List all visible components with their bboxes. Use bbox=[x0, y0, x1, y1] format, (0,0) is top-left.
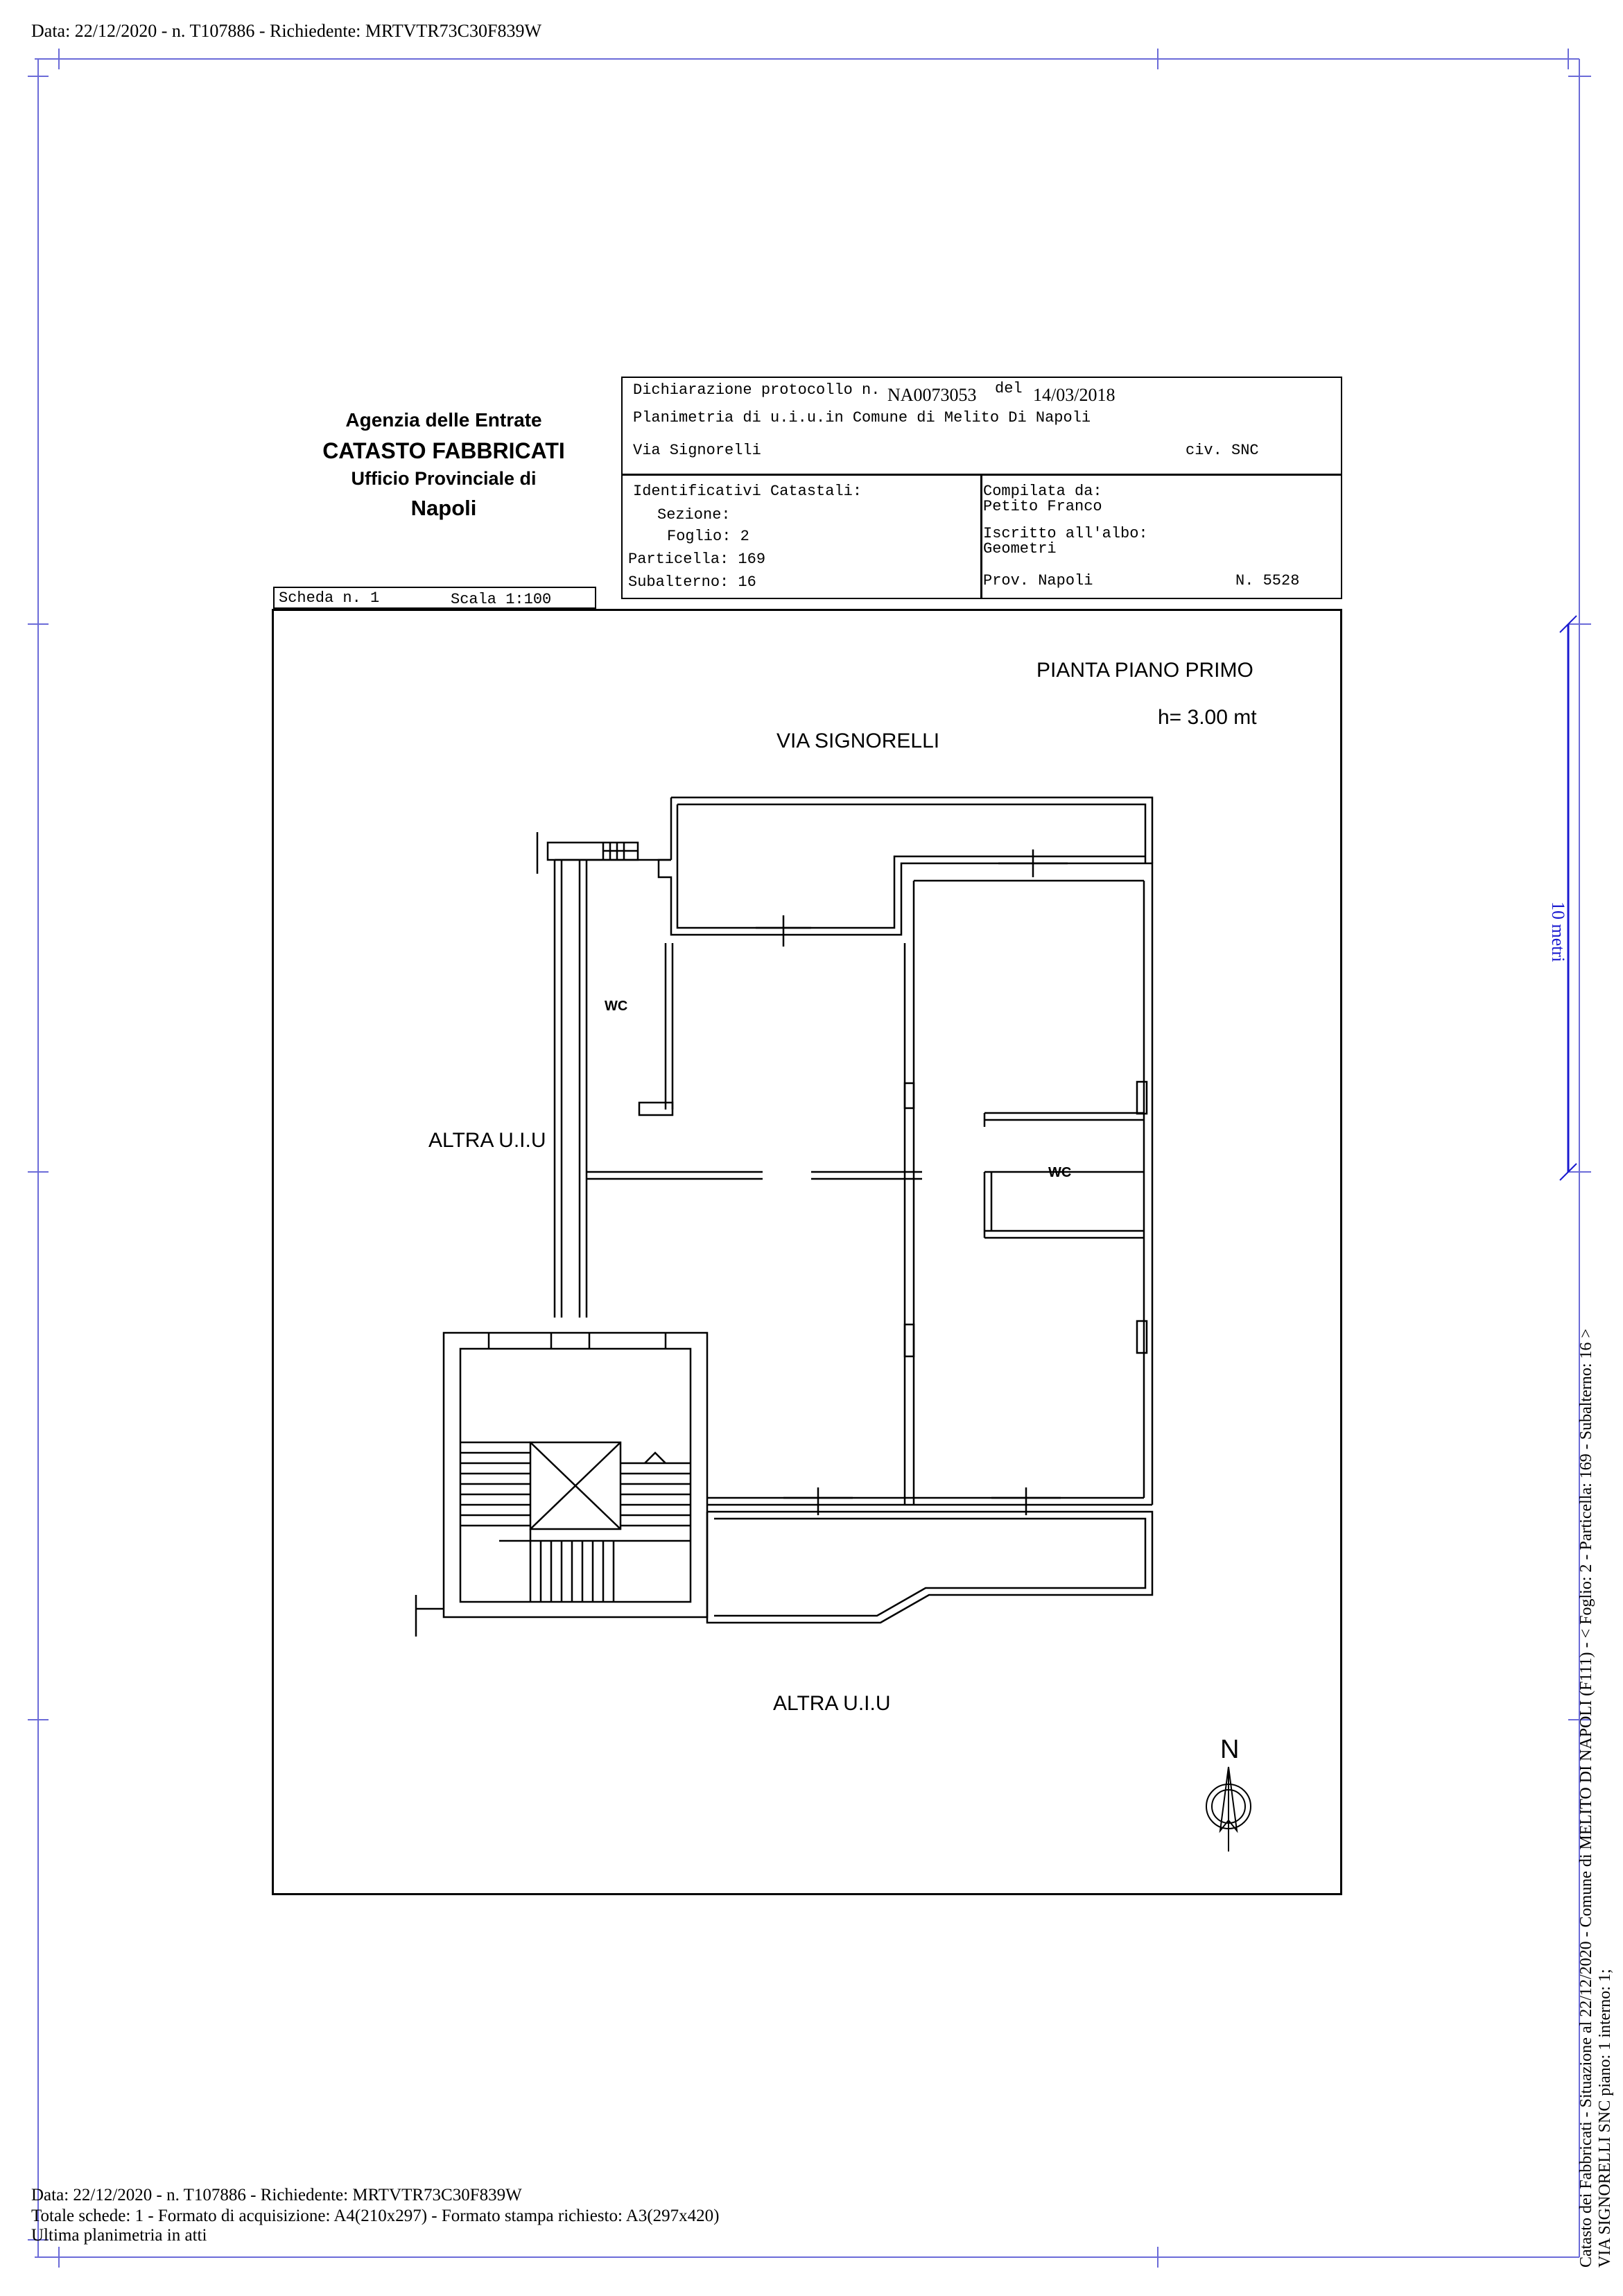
plan-height: h= 3.00 mt bbox=[1158, 706, 1257, 729]
wc-right-label: WC bbox=[1048, 1165, 1072, 1180]
wc-left-label: WC bbox=[605, 999, 628, 1014]
scala: Scala 1:100 bbox=[451, 591, 552, 608]
subalterno: Subalterno: 16 bbox=[628, 573, 756, 591]
ufficio-label: Ufficio Provinciale di bbox=[351, 468, 537, 489]
iscritto-label: Iscritto all'albo: bbox=[983, 525, 1148, 542]
civ-line: civ. SNC bbox=[1186, 442, 1259, 459]
ufficio-city: Napoli bbox=[410, 496, 477, 520]
scale-bar-label: 10 metri bbox=[1548, 901, 1568, 963]
albo: Geometri bbox=[983, 540, 1057, 558]
plan-title: PIANTA PIANO PRIMO bbox=[1036, 659, 1253, 682]
footer-line2: Totale schede: 1 - Formato di acquisizione: A4(210x297) - Formato stampa richiesto: A3(297x420) bbox=[31, 2207, 720, 2225]
street-line: Via Signorelli bbox=[633, 442, 761, 459]
altra-uiu-bottom: ALTRA U.I.U bbox=[773, 1692, 891, 1715]
identifiers-title: Identificativi Catastali: bbox=[633, 483, 862, 500]
planimetria-line: Planimetria di u.i.u.in Comune di Melito Di Napoli bbox=[633, 409, 1091, 426]
protocol-label: Dichiarazione protocollo n. bbox=[633, 381, 880, 399]
albo-number: N. 5528 bbox=[1235, 572, 1300, 589]
side-text-line1: Catasto dei Fabbricati - Situazione al 22/12/2020 - Comune di MELITO DI NAPOLI (F111) - < Foglio: 2 - Particella: 169 - Subalterno: 16 > bbox=[1577, 1329, 1595, 2268]
prov: Prov. Napoli bbox=[983, 572, 1093, 589]
altra-uiu-left: ALTRA U.I.U bbox=[428, 1129, 546, 1152]
protocol-number: NA0073053 bbox=[887, 385, 977, 405]
scale-bar bbox=[1560, 616, 1577, 1180]
compiler-name: Petito Franco bbox=[983, 498, 1102, 515]
compilata-label: Compilata da: bbox=[983, 483, 1102, 500]
particella: Particella: 169 bbox=[628, 551, 766, 568]
footer-line3: Ultima planimetria in atti bbox=[31, 2226, 207, 2245]
side-text-line2: VIA SIGNORELLI SNC piano: 1 interno: 1; bbox=[1596, 1969, 1614, 2268]
scheda: Scheda n. 1 bbox=[279, 589, 380, 607]
catasto-title: CATASTO FABBRICATI bbox=[322, 438, 565, 463]
declaration-date: 14/03/2018 bbox=[1033, 385, 1116, 405]
foglio: Foglio: 2 bbox=[667, 528, 749, 545]
footer-line1: Data: 22/12/2020 - n. T107886 - Richiedente: MRTVTR73C30F839W bbox=[31, 2186, 522, 2204]
agency-name: Agenzia delle Entrate bbox=[345, 409, 542, 431]
top-header: Data: 22/12/2020 - n. T107886 - Richiedente: MRTVTR73C30F839W bbox=[31, 21, 541, 41]
street-label: VIA SIGNORELLI bbox=[776, 730, 940, 752]
sezione: Sezione: bbox=[657, 506, 731, 524]
north-label: N bbox=[1220, 1735, 1240, 1764]
del-label: del bbox=[995, 380, 1023, 397]
